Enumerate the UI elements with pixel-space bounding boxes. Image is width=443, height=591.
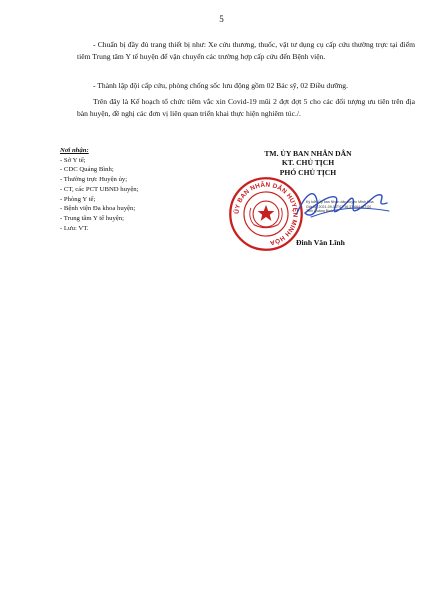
signer-name: Đinh Văn Lĩnh xyxy=(296,238,345,247)
paragraph-emergency-team xyxy=(77,80,415,92)
recipient-item: - Sở Y tế; xyxy=(60,156,86,164)
page-number: 5 xyxy=(219,14,224,24)
paragraph-text: - Thành lập đội cấp cứu, phòng chống sốc lưu động gồm 02 Bác sỹ, 02 Điều dưỡng. xyxy=(93,81,348,90)
recipients-list xyxy=(60,156,139,234)
signer-title: PHÓ CHỦ TỊCH xyxy=(279,167,337,177)
digital-sign-province: Tỉnh Quảng Bình xyxy=(306,209,334,214)
signature-heading xyxy=(228,149,388,177)
recipient-item: - Phòng Y tế; xyxy=(60,195,96,203)
signer-authority: KT. CHỦ TỊCH xyxy=(281,158,335,168)
recipient-item: - CT, các PCT UBND huyện; xyxy=(60,185,139,193)
recipients-block xyxy=(60,146,139,233)
paragraph-text: Trên đây là Kế hoạch tổ chức tiêm vắc xin Covid-19 mũi 2 đợt đợt 5 cho các đối tượng ưu tiên trên địa bàn huyện, đề nghị các đơn vị liên quan triển khai thực hiện nghiêm túc./. xyxy=(77,97,415,118)
paragraph-equipment xyxy=(77,39,415,62)
recipient-item: - Trung tâm Y tế huyện; xyxy=(60,214,124,222)
recipient-item: - Bệnh viện Đa khoa huyện; xyxy=(60,205,136,213)
recipient-item: - Lưu: VT. xyxy=(60,224,89,232)
recipient-item: - Thường trực Huyện ủy; xyxy=(60,176,128,184)
paragraph-text: - Chuẩn bị đầy đủ trang thiết bị như: Xe cứu thương, thuốc, vật tư dụng cụ cấp cứu thường trực tại điểm tiêm Trung tâm Y tế huyện để vận chuyển các trường hợp cấp cứu đến Bệnh viện. xyxy=(77,40,415,61)
digital-sign-time: Giờ ký: 2021-09-10T07:16:37.664+07:00 xyxy=(306,204,372,209)
signer-organization: TM. ỦY BAN NHÂN DÂN xyxy=(264,149,352,158)
paragraph-closing xyxy=(77,96,415,119)
digital-signature-info xyxy=(306,200,373,214)
digital-signer: Ký bởi: Ủy ban Nhân dân huyện Minh Hóa xyxy=(306,200,374,204)
recipients-heading: Nơi nhận: xyxy=(60,147,89,154)
seal-text: ỦY BAN NHÂN DÂN HUYỆN MINH HÓA xyxy=(233,181,299,247)
recipient-item: - CDC Quảng Bình; xyxy=(60,166,114,174)
